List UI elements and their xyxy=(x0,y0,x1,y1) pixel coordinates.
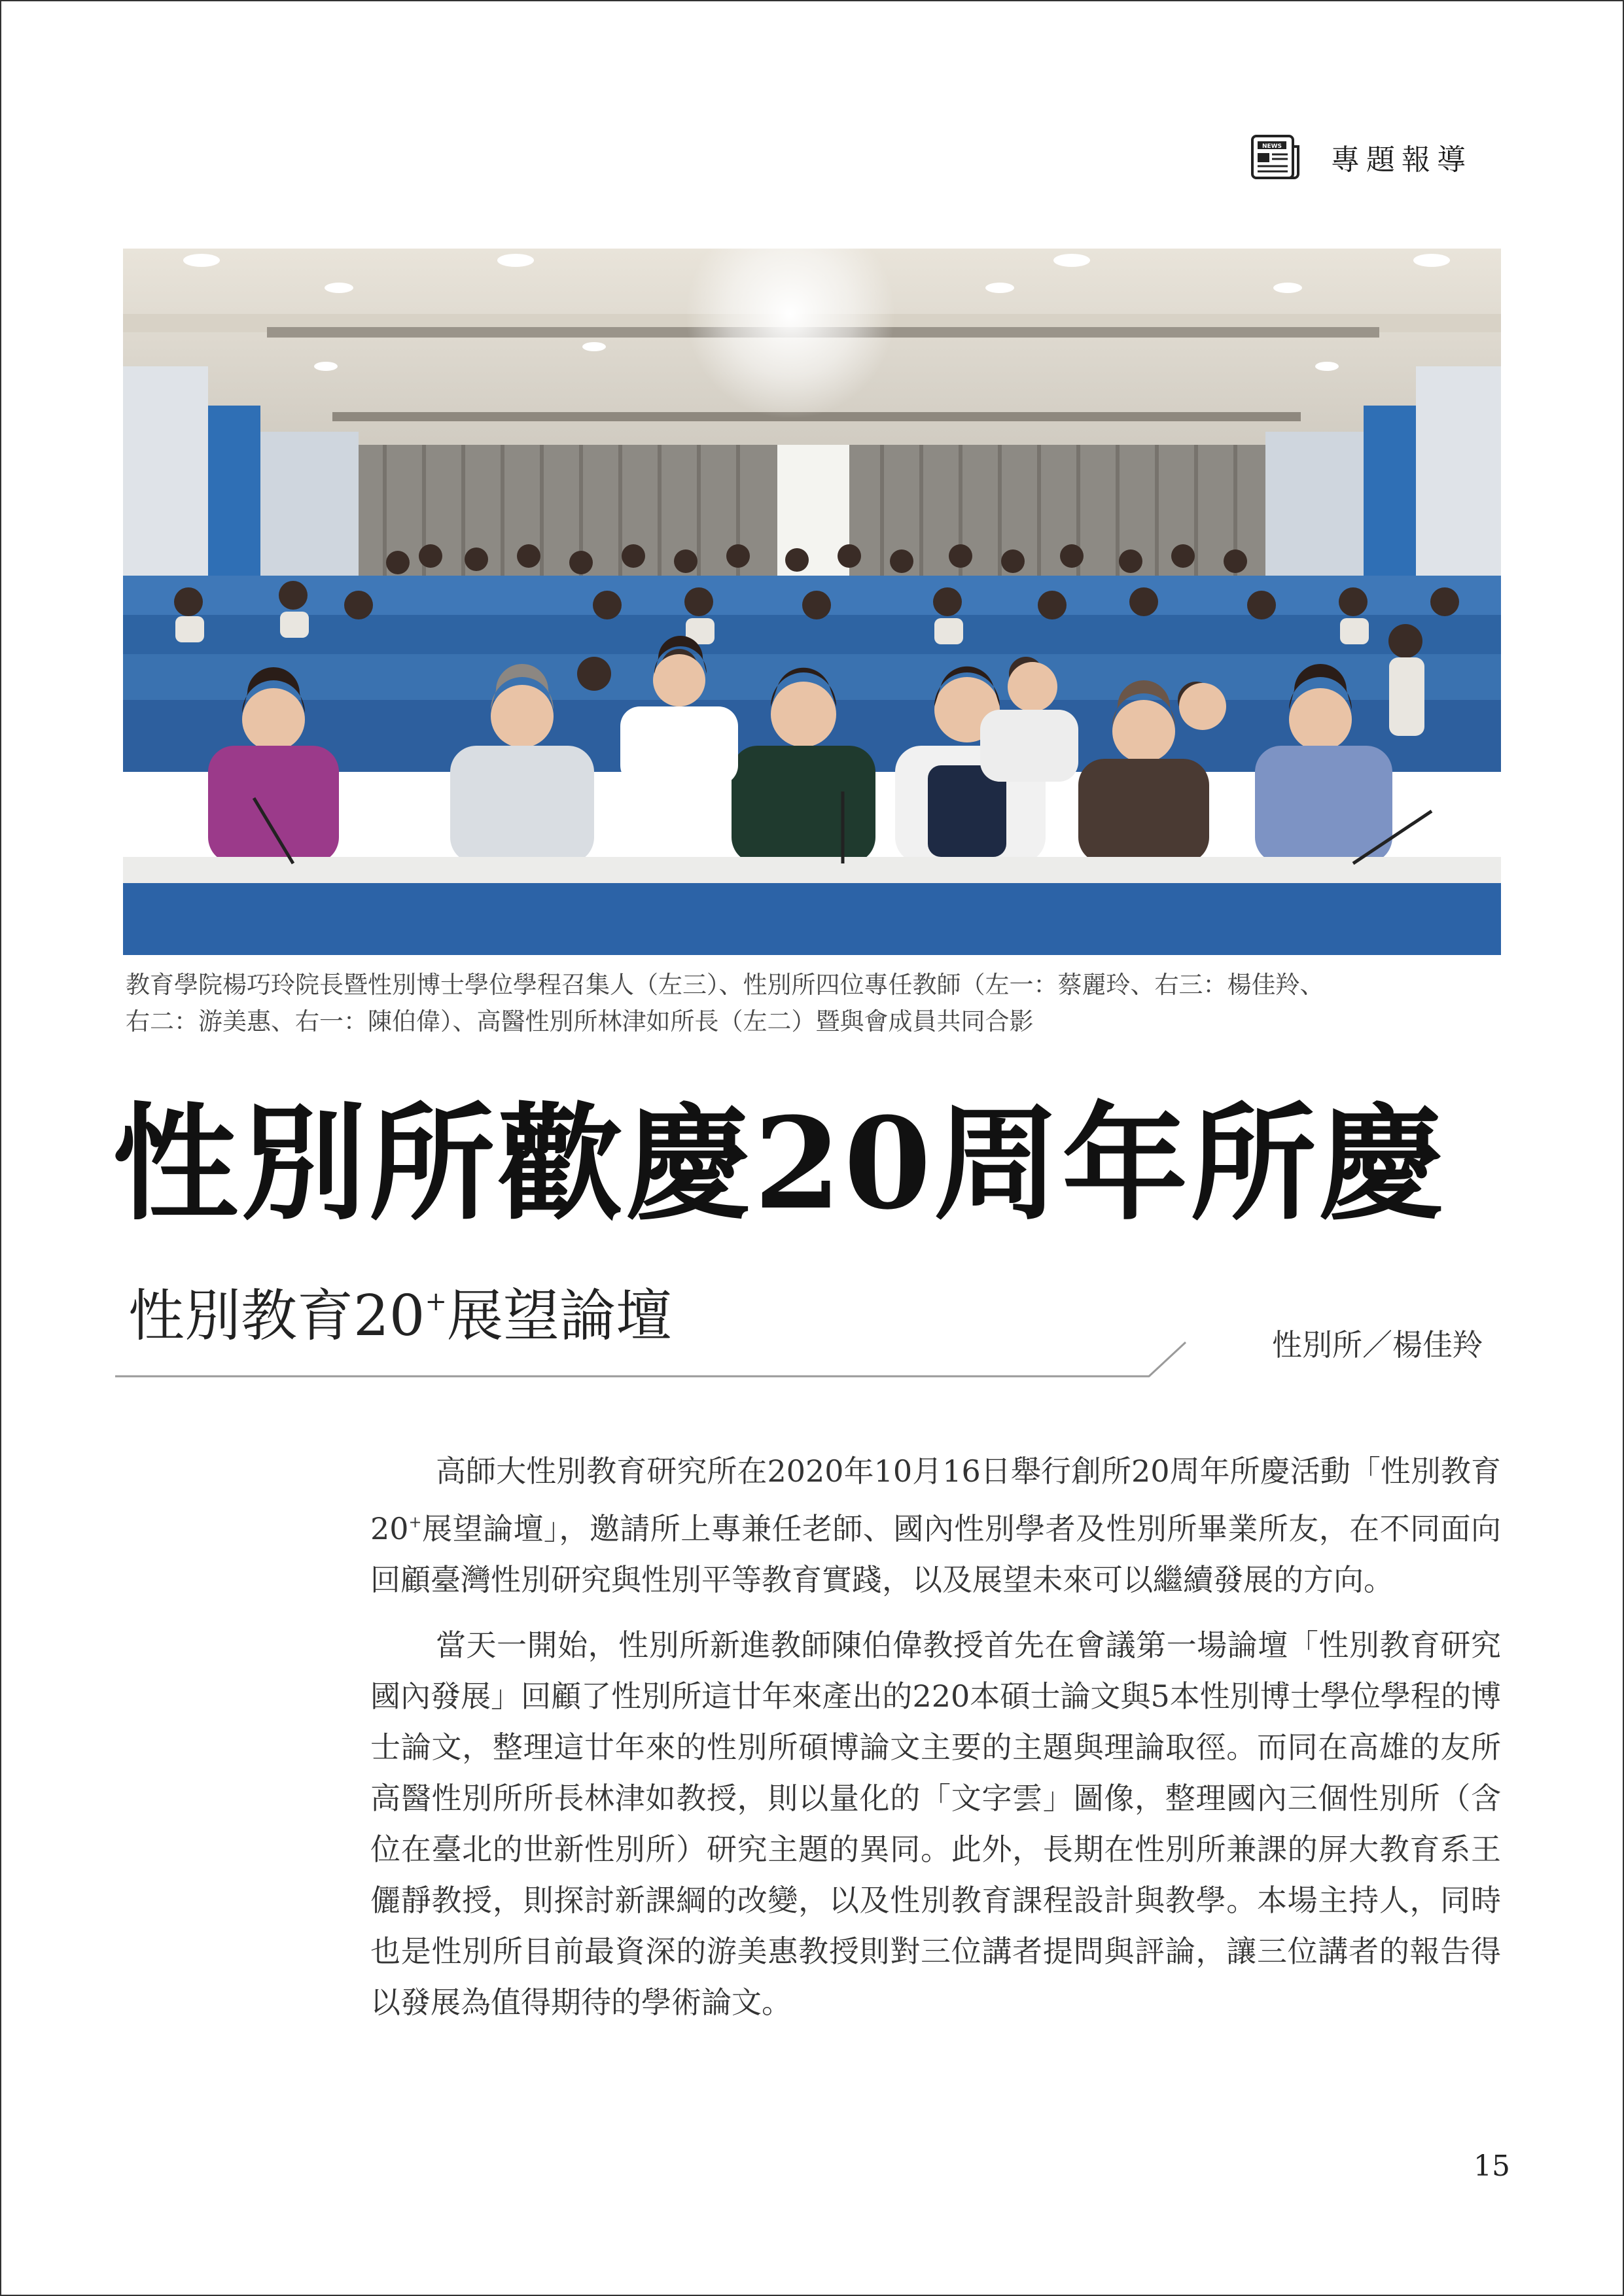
article-body xyxy=(370,1446,1501,2042)
section-label: 專題報導 xyxy=(1331,143,1472,177)
subtitle-prefix: 性別教育20 xyxy=(128,1283,425,1349)
caption-line-1: 教育學院楊巧玲院長暨性別博士學位學程召集人（左三）、性別所四位專任教師（左一：蔡麗玲、右三：楊佳羚、 xyxy=(126,971,1324,999)
paragraph-1 xyxy=(370,1446,1501,1605)
caption-line-2: 右二：游美惠、右一：陳伯偉）、高醫性別所林津如所長（左二）暨與會成員共同合影 xyxy=(126,1007,1034,1035)
paragraph-2: 當天一開始，性別所新進教師陳伯偉教授首先在會議第一場論壇「性別教育研究國內發展」回顧了性別所這廿年來產出的220本碩士論文與5本性別博士學位學程的博士論文，整理這廿年來的性別所碩博論文主要的主題與理論取徑。而同在高雄的友所高醫性別所所長林津如教授，則以量化的「文字雲」圖像，整理國內三個性別所（含位在臺北的世新性別所）研究主題的異同。此外，長期在性別所兼課的屏大教育系王儷靜教授，則探討新課綱的改變，以及性別教育課程設計與教學。本場主持人，同時也是性別所目前最資深的游美惠教授則對三位講者提問與評論，讓三位講者的報告得以發展為值得期待的學術論文。 xyxy=(370,1627,1501,2020)
subtitle-suffix: 展望論壇 xyxy=(446,1283,672,1349)
page-number: 15 xyxy=(1474,2149,1510,2183)
group-photo-image xyxy=(123,249,1501,955)
newspaper-icon-label: NEWS xyxy=(1262,143,1282,150)
paragraph-1-part-b: 展望論壇」，邀請所上專兼任老師、國內性別學者及性別所畢業所友，在不同面向回顧臺灣性別研究與性別平等教育實踐，以及展望未來可以繼續發展的方向。 xyxy=(370,1511,1501,1597)
article-title: 性別所歡慶20周年所慶 xyxy=(113,1090,1447,1238)
paragraph-1-plus-superscript: + xyxy=(408,1513,422,1531)
title-divider-line xyxy=(115,1340,1188,1379)
section-header xyxy=(1250,131,1472,183)
newspaper-icon xyxy=(1250,133,1302,181)
subtitle-plus-superscript: + xyxy=(425,1287,447,1317)
photo-caption xyxy=(126,967,1506,1040)
article-author: 性別所／楊佳羚 xyxy=(1272,1327,1483,1363)
paragraph-1-part-a: 高師大性別教育研究所在2020年10月16日舉行創所20周年所慶活動「性別教育20 xyxy=(370,1453,1501,1546)
